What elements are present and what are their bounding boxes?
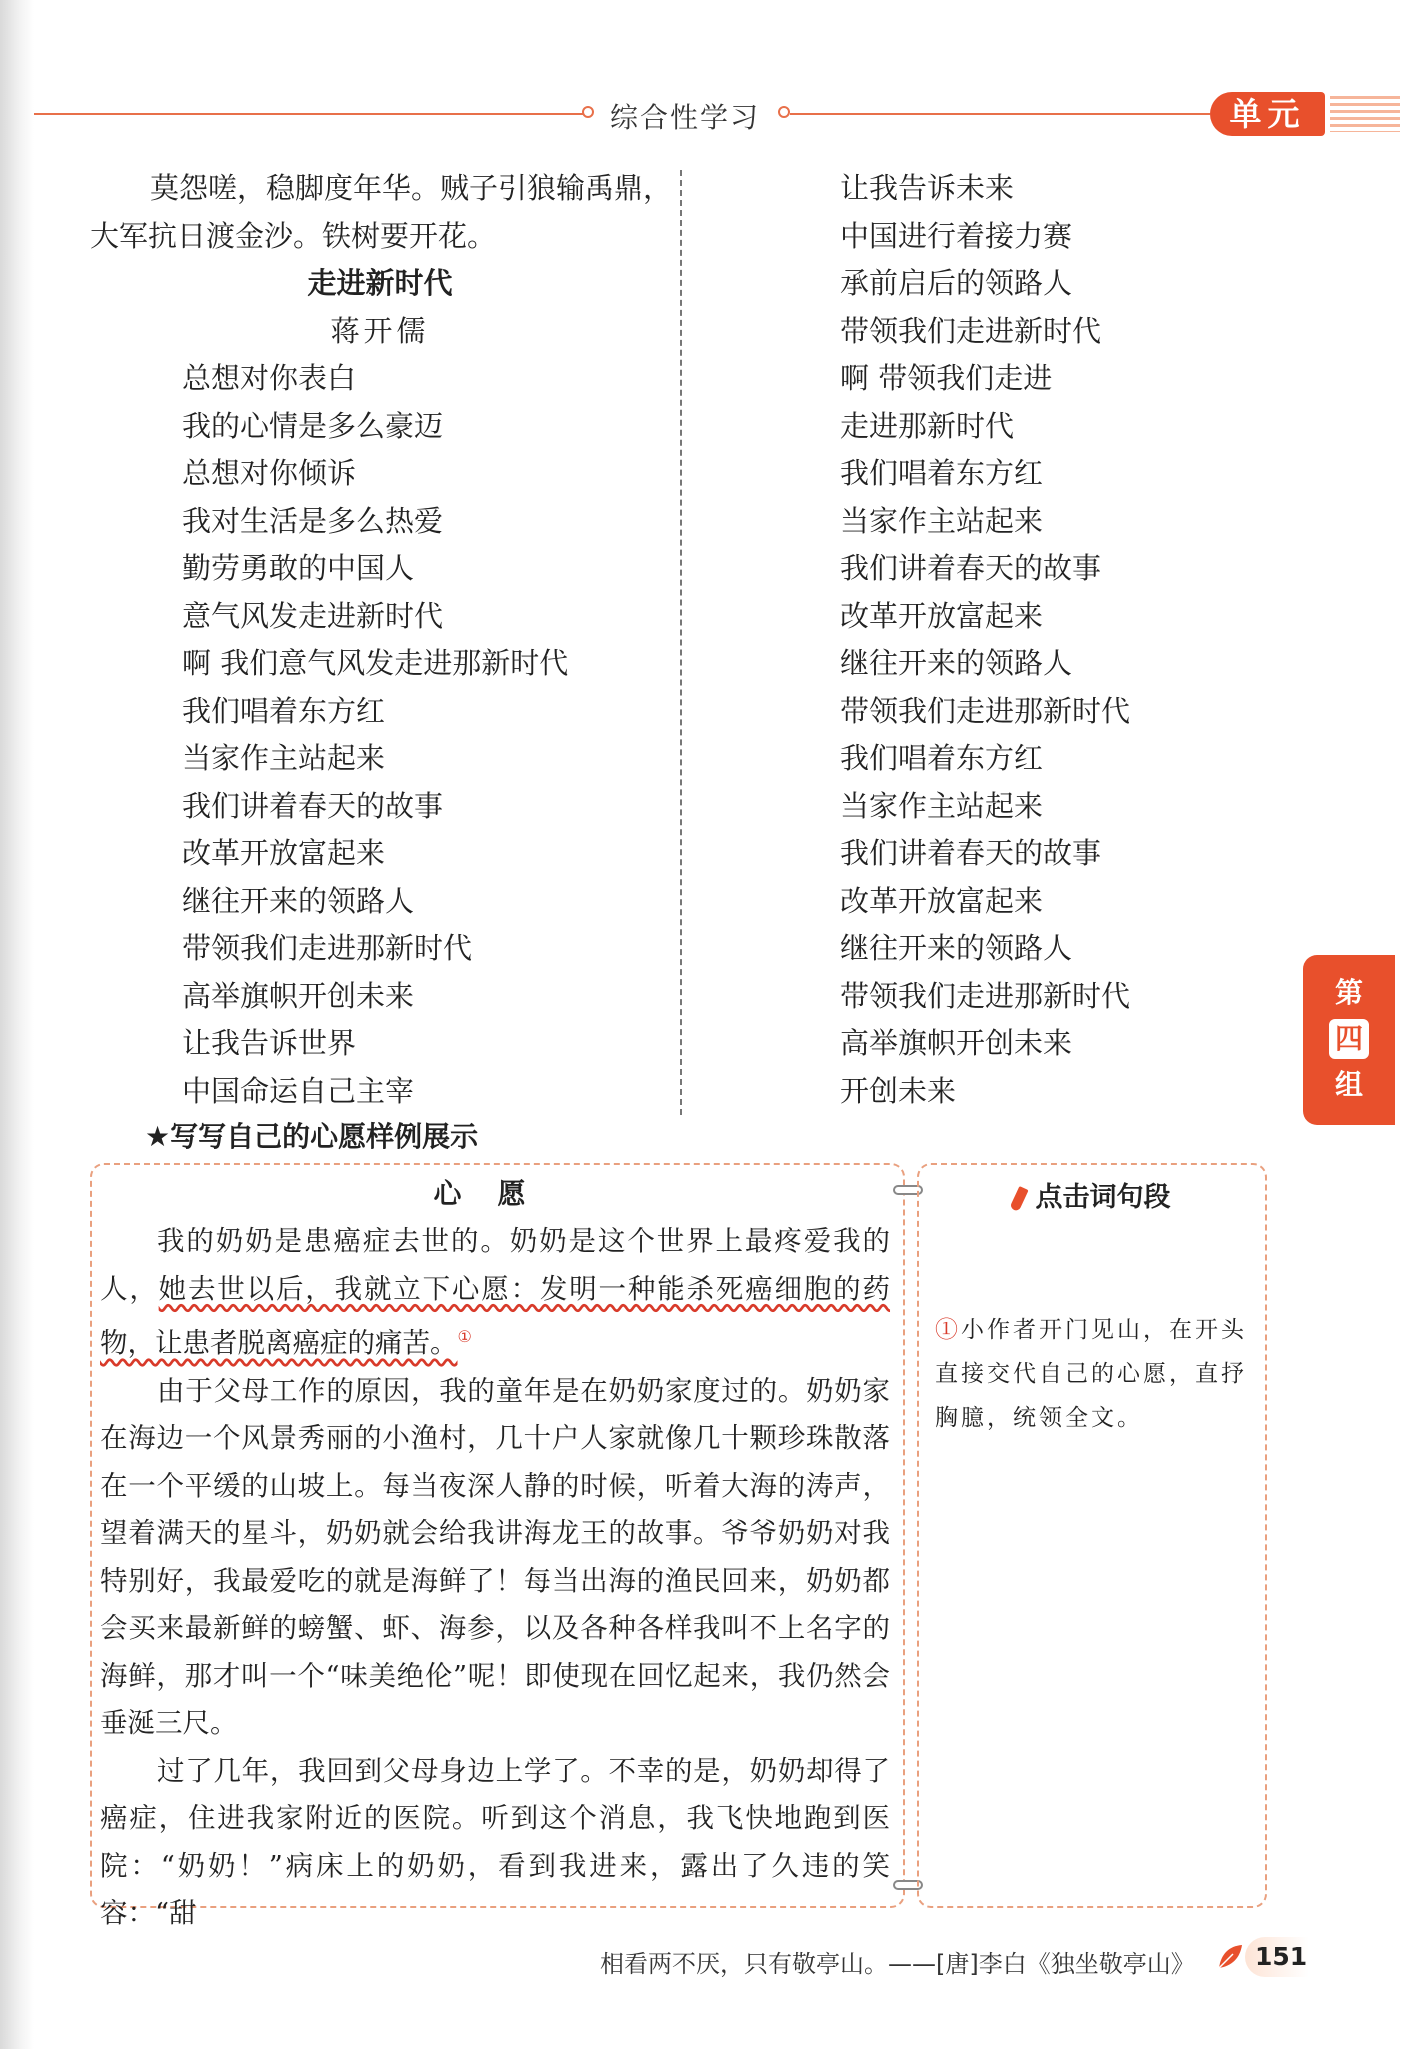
poem-lines-left [90,355,680,1115]
intro-line: 大军抗日渡金沙。铁树要开花。 [90,218,497,253]
poem-line: 勤劳勇敢的中国人 [182,551,415,585]
right-column [840,165,1300,1115]
poem-line: 继往开来的领路人 [840,646,1073,680]
poem-title: 走进新时代 [307,266,453,300]
header-rule-right [790,113,1210,115]
intro-line: 莫怨嗟，稳脚度年华。贼子引狼输禹鼎， [150,171,673,205]
essay-paragraph: 过了几年，我回到父母身边上学了。不幸的是，奶奶却得了癌症，住进我家附近的医院。听到这个消息，我飞快地跑到医院：“奶奶！”病床上的奶奶，看到我进来，露出了久违的笑容：“甜 [100,1754,890,1930]
note-number: ① [935,1317,961,1343]
poem-line: 我们唱着东方红 [840,741,1044,775]
poem-line: 啊 我们意气风发走进那新时代 [182,646,569,680]
essay-text-underlined: 她去世以后，我就立下心愿：发明一种能杀死癌细胞的药物，让患者脱离癌症的痛苦。 [100,1272,891,1360]
poem-line: 我的心情是多么豪迈 [182,408,444,443]
poem-line: 让我告诉世界 [182,1026,357,1060]
poem-line: 我们唱着东方红 [182,693,386,728]
poem-line: 承前启后的领路人 [840,266,1073,300]
poem-line: 意气风发走进新时代 [182,598,444,633]
poem-line: 当家作主站起来 [840,788,1044,823]
poem-line: 改革开放富起来 [182,836,386,870]
footer-quote: 相看两不厌，只有敬亭山。——[唐]李白《独坐敬亭山》 [600,1950,1195,1978]
header-title: 综合性学习 [609,101,760,134]
note-title-text: 点击词句段 [1035,1182,1171,1213]
page-number: 151 [1245,1937,1325,1977]
poem-line: 我们讲着春天的故事 [840,551,1102,585]
unit-stripes [1330,96,1400,132]
poem-line: 开创未来 [840,1073,957,1108]
poem-line: 当家作主站起来 [182,741,386,775]
poem-line: 改革开放富起来 [840,883,1044,918]
side-tab-line: 组 [1334,1068,1363,1101]
poem-line: 改革开放富起来 [840,598,1044,633]
header-dot-right [778,106,790,118]
poem-line: 继往开来的领路人 [182,883,415,918]
poem-line: 带领我们走进那新时代 [182,931,473,965]
poem-author: 蒋开儒 [330,313,430,348]
essay-body [100,1218,890,1938]
pen-icon [1009,1186,1028,1212]
page-binding-shadow [0,0,34,2049]
essay-paragraph: 由于父母工作的原因，我的童年是在奶奶家度过的。奶奶家在海边一个风景秀丽的小渔村，几十户人家就像几十颗珍珠散落在一个平缓的山坡上。每当夜深人静的时候，听着大海的涛声，望着满天的星斗，奶奶就会给我讲海龙王的故事。爷爷奶奶对我特别好，我最爱吃的就是海鲜了！每当出海的渔民回来，奶奶都会买来最新鲜的螃蟹、虾、海参，以及各种各样我叫不上名字的海鲜，那才叫一个“味美绝伦”呢！即使现在回忆起来，我仍然会垂涎三尺。 [100,1374,890,1740]
column-divider [680,170,682,1115]
poem-intro [90,165,680,260]
poem-line: 啊 带领我们走进 [840,361,1053,395]
header-dot-left [582,106,594,118]
poem-line: 中国进行着接力赛 [840,218,1073,253]
unit-badge: 单元 [1210,92,1325,136]
poem-line: 让我告诉未来 [840,171,1015,205]
note-title [917,1175,1267,1214]
poem-line: 带领我们走进那新时代 [840,978,1131,1013]
poem-line: 高举旗帜开创未来 [182,978,415,1013]
poem-line: 当家作主站起来 [840,503,1044,538]
poem-line: 我们唱着东方红 [840,456,1044,490]
poem-line: 继往开来的领路人 [840,931,1073,965]
essay-text-plain: 我的奶奶是患癌症去世的。奶奶是这个世界上最疼爱我的人， [100,1225,890,1305]
poem-line: 带领我们走进新时代 [840,313,1102,348]
poem-line: 我对生活是多么热爱 [182,503,444,538]
side-tab-number: 四 [1329,1019,1369,1059]
poem-line: 总想对你倾诉 [182,456,357,490]
essay-title: 心愿 [433,1177,562,1210]
poem-line: 中国命运自己主宰 [182,1073,415,1108]
unit-side-tab [1303,955,1395,1125]
note-body: 小作者开门见山，在开头直接交代自己的心愿，直抒胸臆，统领全文。 [935,1317,1247,1431]
poem-line: 走进那新时代 [840,408,1015,443]
note-text [935,1308,1255,1440]
poem-line: 高举旗帜开创未来 [840,1026,1073,1060]
header-rule-left [34,113,586,115]
left-column [90,165,680,1115]
note-box [917,1163,1267,1908]
poem-line: 我们讲着春天的故事 [182,788,444,823]
section-heading: ★写写自己的心愿样例展示 [145,1120,479,1153]
poem-lines-right [840,165,1300,1115]
poem-line: 我们讲着春天的故事 [840,836,1102,870]
leaf-icon [1215,1942,1245,1972]
poem-line: 总想对你表白 [182,361,357,395]
poem-line: 带领我们走进那新时代 [840,693,1131,728]
annotation-mark: ① [457,1327,472,1346]
essay-paragraph [100,1218,890,1368]
side-tab-line: 第 [1334,976,1363,1009]
